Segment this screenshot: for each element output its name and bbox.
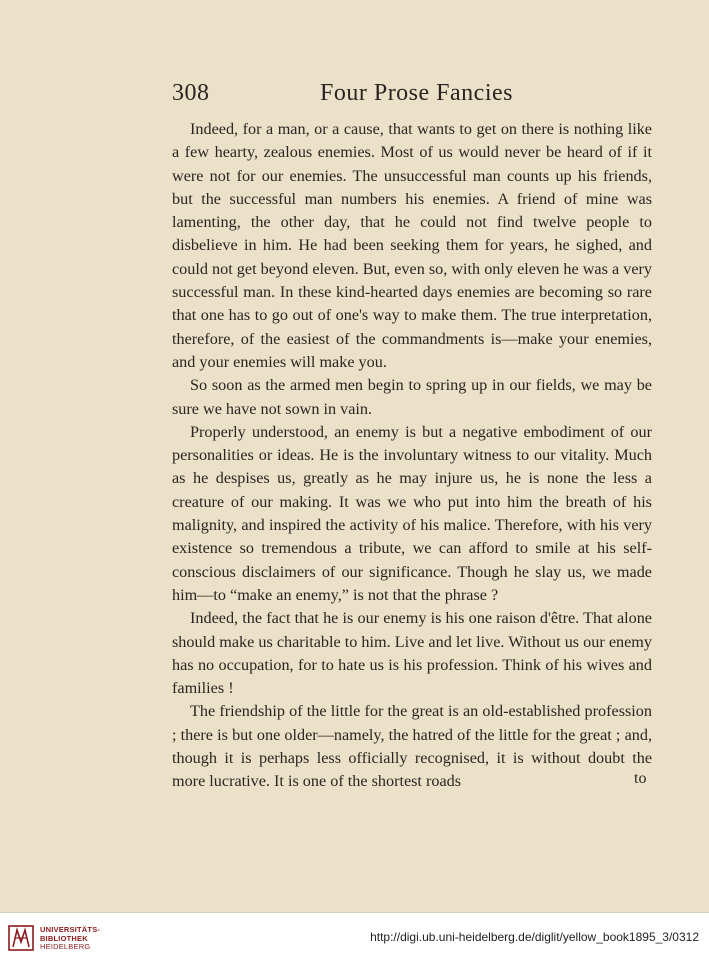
- library-name[interactable]: [40, 926, 100, 952]
- page-number: 308: [172, 80, 210, 106]
- page-header: [172, 80, 652, 112]
- paragraph: So soon as the armed men begin to spring up in our fields, we may be sure we have not sown in vain.: [172, 376, 652, 418]
- paragraph: Indeed, for a man, or a cause, that wants to get on there is nothing like a few hearty, zealous enemies. Most of us would never be heard of if it were not for our enemies. The unsuccessful man counts up his friends, but the successful man numbers his enemies. A friend of mine was lamenting, the other day, that he could not find twelve people to disbelieve in him. He had been seeking them for years, he sighed, and could not get beyond eleven. But, even so, with only eleven he was a very successful man. In these kind-hearted days enemies are becoming so rare that one has to go out of one's way to make them. The true interpretation, therefore, of the easiest of the commandments is—make your enemies, and your enemies will make you.: [172, 120, 652, 371]
- running-title: Four Prose Fancies: [320, 80, 513, 106]
- viewer-footer: [0, 912, 709, 964]
- permalink-url[interactable]: http://digi.ub.uni-heidelberg.de/diglit/yellow_book1895_3/0312: [370, 930, 699, 944]
- library-name-line: HEIDELBERG: [40, 942, 91, 951]
- library-name-line: UNIVERSITÄTS-: [40, 925, 101, 934]
- body-text: [172, 118, 652, 794]
- paragraph: The friendship of the little for the great is an old-established profession ; there is but one older—namely, the hatred of the little for the great ; and, though it is perhaps less officially recognised, it is without doubt the more lucrative. It is one of the shortest roads: [172, 702, 652, 791]
- catchword: to: [634, 770, 647, 787]
- paragraph: Properly understood, an enemy is but a negative embodiment of our personalities or ideas. He is the involuntary witness to our vitality. Much as he despises us, greatly as he may injure us, he is none the less a creature of our making. It was we who put into him the breath of his malignity, and inspired the activity of his malice. Therefore, with his very existence so tremendous a tribute, we can afford to smile at his self-conscious disclaimers of our significance. Though he slay us, we made him—to “make an enemy,” is not that the phrase ?: [172, 422, 652, 604]
- heidelberg-library-logo-icon[interactable]: [8, 924, 34, 952]
- paragraph: Indeed, the fact that he is our enemy is his one raison d'être. That alone should make us charitable to him. Live and let live. Without us our enemy has no occupation, for to hate us is his profession. Think of his wives and families !: [172, 609, 652, 698]
- library-name-line: BIBLIOTHEK: [40, 933, 88, 943]
